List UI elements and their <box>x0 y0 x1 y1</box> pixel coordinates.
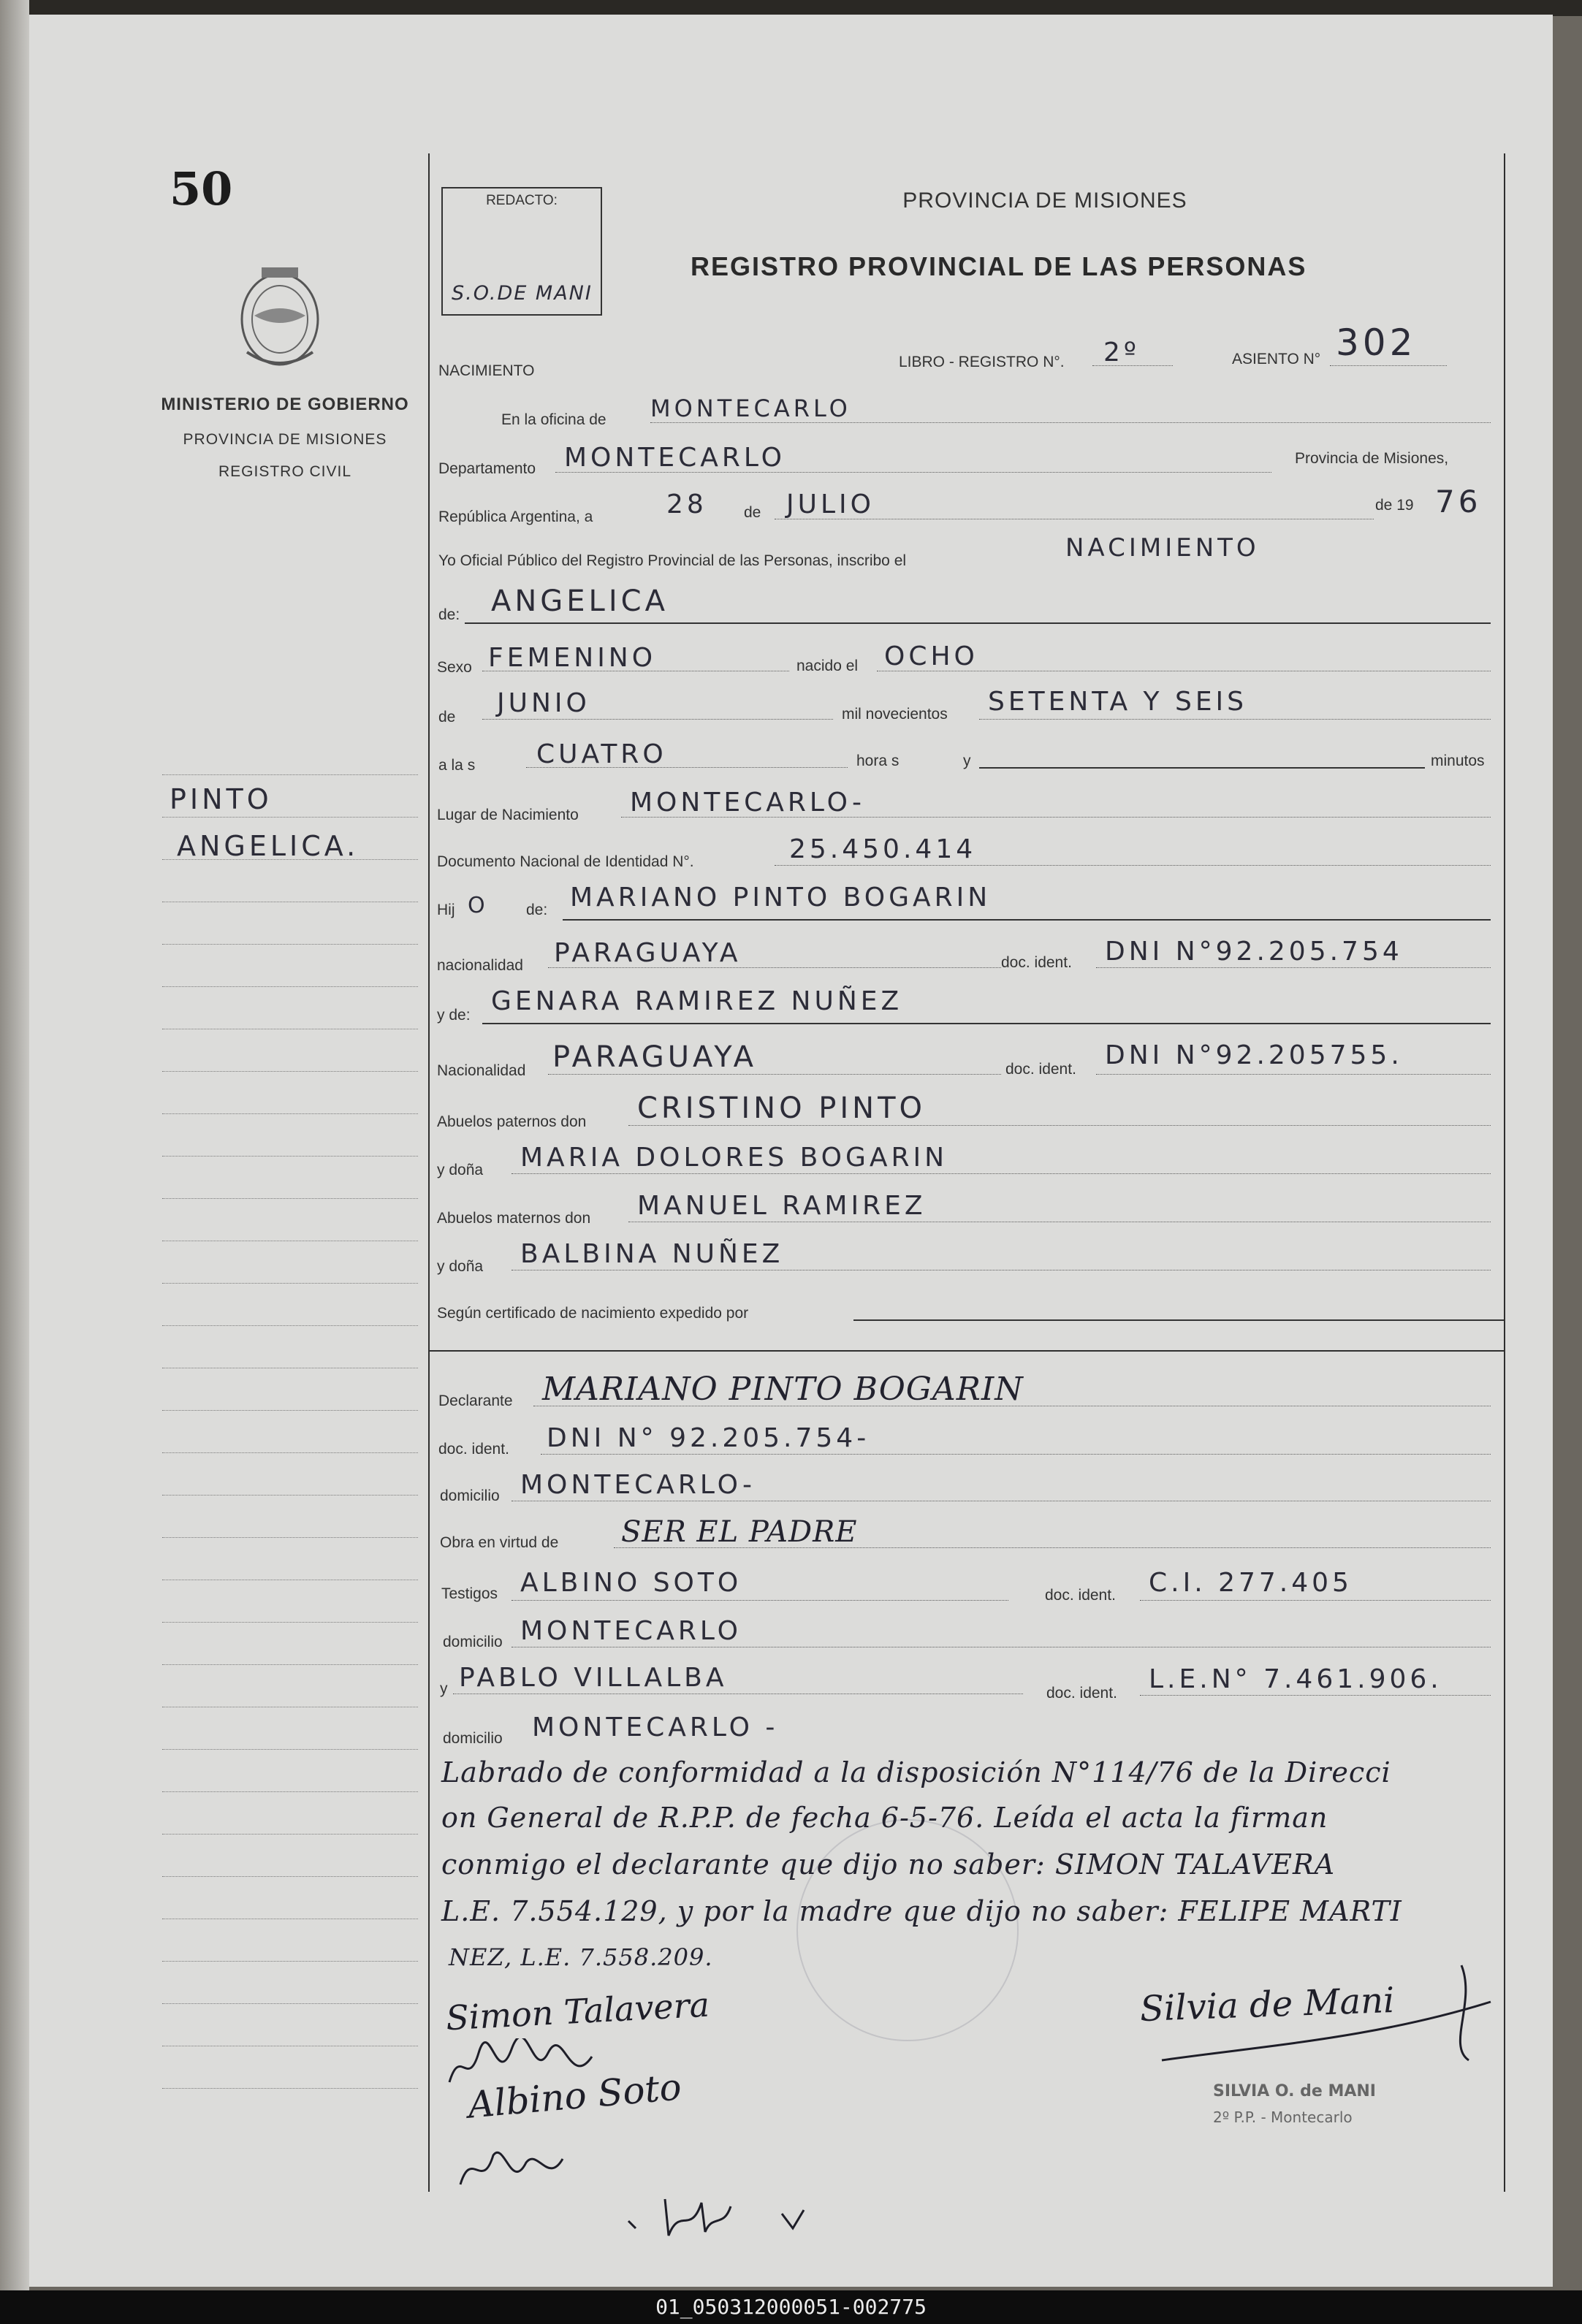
note-line-3: conmigo el declarante que dijo no saber: SIMON TALAVERA <box>441 1848 1336 1881</box>
doc-padre-label: doc. ident. <box>1001 954 1072 971</box>
declarante-value: MARIANO PINTO BOGARIN <box>542 1371 1024 1408</box>
ab-mat-dona-value: BALBINA NUÑEZ <box>520 1239 784 1269</box>
doc-madre-value: DNI N°92.205755. <box>1105 1040 1403 1070</box>
doc-padre-value: DNI N°92.205.754 <box>1105 937 1403 967</box>
padre-value: MARIANO PINTO BOGARIN <box>570 883 992 913</box>
signature-scribble-icon <box>446 2038 606 2097</box>
testigo2-y-label: y <box>440 1680 448 1697</box>
official-signature: Silvia de Mani <box>1139 1979 1396 2030</box>
anio-nac-value: SETENTA Y SEIS <box>988 687 1248 717</box>
note-line-4: L.E. 7.554.129, y por la madre que dijo no saber: FELIPE MARTI <box>441 1895 1402 1927</box>
dni-value: 25.450.414 <box>789 834 977 864</box>
nombre-label: de: <box>438 606 460 623</box>
coat-of-arms-seal-icon <box>232 257 327 374</box>
ministry-heading: MINISTERIO DE GOBIERNO <box>161 395 409 414</box>
fecha-anio: 76 <box>1435 484 1482 519</box>
lugar-label: Lugar de Nacimiento <box>437 807 579 823</box>
testigo2-doc-label: doc. ident. <box>1046 1685 1117 1702</box>
testigo1-dom-value: MONTECARLO <box>520 1616 742 1646</box>
provincia-label: Provincia de Misiones, <box>1295 450 1449 467</box>
nacido-value: OCHO <box>884 641 978 671</box>
registry-title: REGISTRO PROVINCIAL DE LAS PERSONAS <box>691 251 1307 281</box>
note-line-2: on General de R.P.P. de fecha 6-5-76. Leída el acta la firman <box>441 1802 1328 1834</box>
declarante-label: Declarante <box>438 1393 513 1409</box>
ab-pat-value: CRISTINO PINTO <box>637 1091 927 1125</box>
obra-label: Obra en virtud de <box>440 1534 559 1551</box>
departamento-value: MONTECARLO <box>564 443 786 473</box>
province-subheading: PROVINCIA DE MISIONES <box>183 431 387 448</box>
ab-pat-label: Abuelos paternos don <box>437 1113 587 1130</box>
obra-value: SER EL PADRE <box>621 1515 858 1549</box>
page-number: 50 <box>170 162 233 216</box>
testigo2-dom-value: MONTECARLO - <box>532 1712 779 1742</box>
testigo2-value: PABLO VILLALBA <box>459 1663 728 1693</box>
doc-madre-label: doc. ident. <box>1005 1061 1076 1078</box>
nacido-label: nacido el <box>796 658 859 674</box>
testigos-label: Testigos <box>441 1585 498 1602</box>
signature-bottom-icon <box>621 2184 840 2243</box>
fecha-dia: 28 <box>666 489 707 519</box>
margin-note-surname: PINTO <box>170 783 273 815</box>
margin-note-name: ANGELICA. <box>177 830 360 862</box>
ab-pat-dona-label: y doña <box>437 1162 484 1178</box>
republica-label: República Argentina, a <box>438 508 593 525</box>
asiento-label: ASIENTO N° <box>1232 351 1321 367</box>
testigo2-dom-label: domicilio <box>443 1730 503 1747</box>
testigo1-doc-value: C.I. 277.405 <box>1149 1568 1353 1598</box>
decl-domicilio-label: domicilio <box>440 1487 500 1504</box>
sexo-value: FEMENINO <box>488 643 657 673</box>
redacto-label: REDACTO: <box>486 193 558 208</box>
note-line-1: Labrado de conformidad a la disposición N°114/76 de la Direcci <box>441 1756 1391 1788</box>
hijo-gender: O <box>468 893 489 918</box>
signature-talavera: Simon Talavera <box>444 1984 711 2038</box>
top-edge <box>0 0 1582 16</box>
redacto-value: S.O.DE MANI <box>452 282 593 305</box>
certificado-label: Según certificado de nacimiento expedido por <box>437 1305 749 1322</box>
hijo-label: Hij <box>437 902 455 918</box>
oficina-value: MONTECARLO <box>650 395 851 422</box>
ab-mat-value: MANUEL RAMIREZ <box>637 1191 927 1221</box>
binding-edge <box>0 0 29 2290</box>
testigo1-doc-label: doc. ident. <box>1045 1587 1116 1604</box>
alas-label: a la s <box>438 757 476 774</box>
act-type-label: NACIMIENTO <box>438 362 535 379</box>
ab-mat-label: Abuelos maternos don <box>437 1210 591 1227</box>
ab-mat-dona-label: y doña <box>437 1258 484 1275</box>
asiento-value: 302 <box>1336 321 1417 364</box>
nac-padre-label: nacionalidad <box>437 957 523 974</box>
departamento-label: Departamento <box>438 460 536 477</box>
official-flourish-icon <box>1155 1958 1498 2075</box>
decl-doc-label: doc. ident. <box>438 1441 509 1458</box>
redacto-box <box>441 187 602 316</box>
testigo1-dom-label: domicilio <box>443 1634 503 1650</box>
libro-value: 2º <box>1103 338 1140 367</box>
fecha-anio-label: de 19 <box>1375 497 1414 514</box>
hora-label: hora s <box>856 753 900 769</box>
registry-subheading: REGISTRO CIVIL <box>218 463 352 480</box>
image-id-footer: 01_050312000051-002775 <box>0 2290 1582 2324</box>
madre-label: y de: <box>437 1007 471 1024</box>
signature-soto: Albino Soto <box>466 2065 683 2127</box>
nac-madre-value: PARAGUAYA <box>552 1040 757 1074</box>
y-label: y <box>963 753 971 769</box>
signature-felipe-icon <box>453 2133 614 2199</box>
nac-padre-value: PARAGUAYA <box>554 938 742 968</box>
decl-doc-value: DNI N° 92.205.754- <box>547 1423 870 1453</box>
testigo2-doc-value: L.E.N° 7.461.906. <box>1149 1664 1442 1694</box>
madre-value: GENARA RAMIREZ NUÑEZ <box>491 986 903 1016</box>
sexo-label: Sexo <box>437 659 472 676</box>
testigo1-value: ALBINO SOTO <box>520 1568 742 1598</box>
ab-pat-dona-value: MARIA DOLORES BOGARIN <box>520 1143 948 1173</box>
hijo-de-label: de: <box>526 902 548 918</box>
margin-ruled-lines <box>162 774 418 2130</box>
hora-value: CUATRO <box>536 739 667 769</box>
nac-madre-label: Nacionalidad <box>437 1062 526 1079</box>
dni-label: Documento Nacional de Identidad N°. <box>437 853 694 870</box>
decl-domicilio-value: MONTECARLO- <box>520 1470 756 1500</box>
section-divider <box>428 1350 1504 1352</box>
libro-label: LIBRO - REGISTRO N°. <box>899 354 1065 370</box>
milnov-label: mil novecientos <box>842 706 948 723</box>
oficina-label: En la oficina de <box>501 411 606 428</box>
minutos-label: minutos <box>1431 753 1485 769</box>
inscribo-value: NACIMIENTO <box>1065 533 1260 563</box>
official-name: SILVIA O. de MANI <box>1213 2082 1376 2100</box>
mes-nac-value: JUNIO <box>497 688 590 718</box>
fecha-mes: JULIO <box>786 489 875 519</box>
mes-nac-label: de <box>438 709 456 725</box>
official-role: 2º P.P. - Montecarlo <box>1213 2108 1353 2126</box>
note-line-5: NEZ, L.E. 7.558.209. <box>449 1943 713 1971</box>
lugar-value: MONTECARLO- <box>630 788 865 818</box>
oficial-text: Yo Oficial Público del Registro Provincial de las Personas, inscribo el <box>438 552 907 569</box>
fecha-de-label: de <box>744 504 761 521</box>
nombre-value: ANGELICA <box>491 584 669 618</box>
province-title: PROVINCIA DE MISIONES <box>902 188 1187 213</box>
